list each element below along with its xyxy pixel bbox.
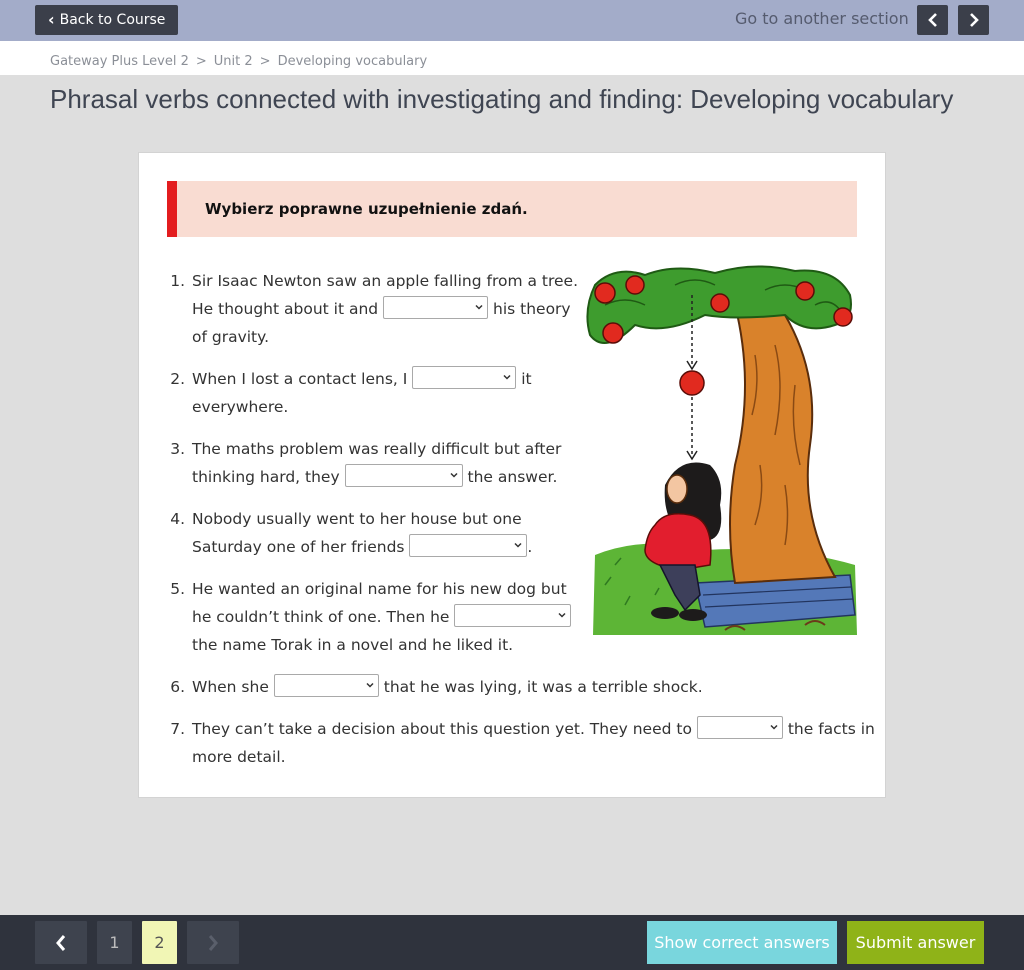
- question-text: Saturday one of her friends: [192, 538, 405, 556]
- question-text: When she: [192, 678, 269, 696]
- question-number: 3.: [170, 440, 185, 458]
- previous-section-button[interactable]: [917, 5, 948, 35]
- question-text: Nobody usually went to her house but one: [192, 510, 522, 528]
- question-text: he couldn’t think of one. Then he: [192, 608, 450, 626]
- question-number: 2.: [170, 370, 185, 388]
- chevron-right-icon: [207, 934, 219, 952]
- question-text: thinking hard, they: [192, 468, 340, 486]
- breadcrumb-unit[interactable]: Unit 2: [213, 54, 253, 69]
- question-text: the facts in: [787, 720, 875, 738]
- question-text: Sir Isaac Newton saw an apple falling from a tree.: [192, 272, 579, 290]
- question-text: it: [521, 370, 532, 388]
- question-text: the answer.: [467, 468, 558, 486]
- answer-dropdown-7[interactable]: [697, 716, 783, 739]
- chevron-down-icon: [503, 373, 511, 381]
- chevron-down-icon: [514, 541, 522, 549]
- question-line: [192, 365, 532, 393]
- question-line: [192, 603, 571, 631]
- breadcrumb-course[interactable]: Gateway Plus Level 2: [50, 54, 189, 69]
- question-number: 1.: [170, 272, 185, 290]
- question-text: He wanted an original name for his new dog but: [192, 580, 567, 598]
- question-line: [192, 715, 875, 743]
- question-number: 7.: [170, 720, 185, 738]
- top-bar: [0, 0, 1024, 41]
- answer-dropdown-3[interactable]: [345, 464, 463, 487]
- bottom-bar: [0, 915, 1024, 970]
- chevron-left-icon: [928, 13, 938, 27]
- back-to-course-button[interactable]: [35, 5, 178, 35]
- answer-dropdown-4[interactable]: [409, 534, 527, 557]
- breadcrumb-separator: >: [195, 54, 207, 69]
- question-line: [192, 673, 703, 701]
- question-line: [192, 463, 557, 491]
- question-text: .: [527, 538, 533, 556]
- question-text: They can’t take a decision about this question yet. They need to: [192, 720, 692, 738]
- chevron-down-icon: [475, 303, 483, 311]
- breadcrumb-section: Developing vocabulary: [277, 54, 428, 69]
- chevron-left-icon: [55, 934, 67, 952]
- answer-dropdown-2[interactable]: [412, 366, 516, 389]
- question-text: more detail.: [192, 748, 286, 766]
- page-title: Phrasal verbs connected with investigating and finding: Developing vocabulary: [50, 84, 954, 114]
- next-page-button[interactable]: [187, 921, 239, 964]
- chevron-down-icon: [558, 611, 566, 619]
- instruction-box: [167, 181, 857, 237]
- question-number: 6.: [170, 678, 185, 696]
- answer-dropdown-6[interactable]: [274, 674, 379, 697]
- question-text: The maths problem was really difficult but after: [192, 440, 562, 458]
- instruction-text: Wybierz poprawne uzupełnienie zdań.: [205, 200, 528, 218]
- chevron-right-icon: [969, 13, 979, 27]
- question-text: of gravity.: [192, 328, 270, 346]
- chevron-down-icon: [366, 681, 374, 689]
- next-section-button[interactable]: [958, 5, 989, 35]
- question-text: everywhere.: [192, 398, 289, 416]
- exercise-card: [138, 152, 886, 798]
- chevron-left-icon: ‹: [48, 10, 55, 29]
- question-text: that he was lying, it was a terrible shock.: [383, 678, 703, 696]
- question-text: his theory: [493, 300, 571, 318]
- back-to-course-label: Back to Course: [59, 12, 166, 28]
- newton-apple-tree-illustration: [585, 265, 859, 637]
- submit-answer-button[interactable]: Submit answer: [847, 921, 984, 964]
- show-correct-answers-button[interactable]: Show correct answers: [647, 921, 837, 964]
- breadcrumb-separator: >: [259, 54, 271, 69]
- question-text: the name Torak in a novel and he liked it.: [192, 636, 514, 654]
- question-text: When I lost a contact lens, I: [192, 370, 408, 388]
- question-line: [192, 295, 571, 323]
- chevron-down-icon: [770, 723, 778, 731]
- answer-dropdown-1[interactable]: [383, 296, 488, 319]
- go-to-another-section-label: Go to another section: [735, 9, 909, 28]
- question-number: 5.: [170, 580, 185, 598]
- page-button-1[interactable]: 1: [97, 921, 132, 964]
- page-button-2[interactable]: 2: [142, 921, 177, 964]
- answer-dropdown-5[interactable]: [454, 604, 571, 627]
- previous-page-button[interactable]: [35, 921, 87, 964]
- question-number: 4.: [170, 510, 185, 528]
- question-text: He thought about it and: [192, 300, 379, 318]
- chevron-down-icon: [450, 471, 458, 479]
- breadcrumb: [50, 54, 427, 69]
- question-line: [192, 533, 532, 561]
